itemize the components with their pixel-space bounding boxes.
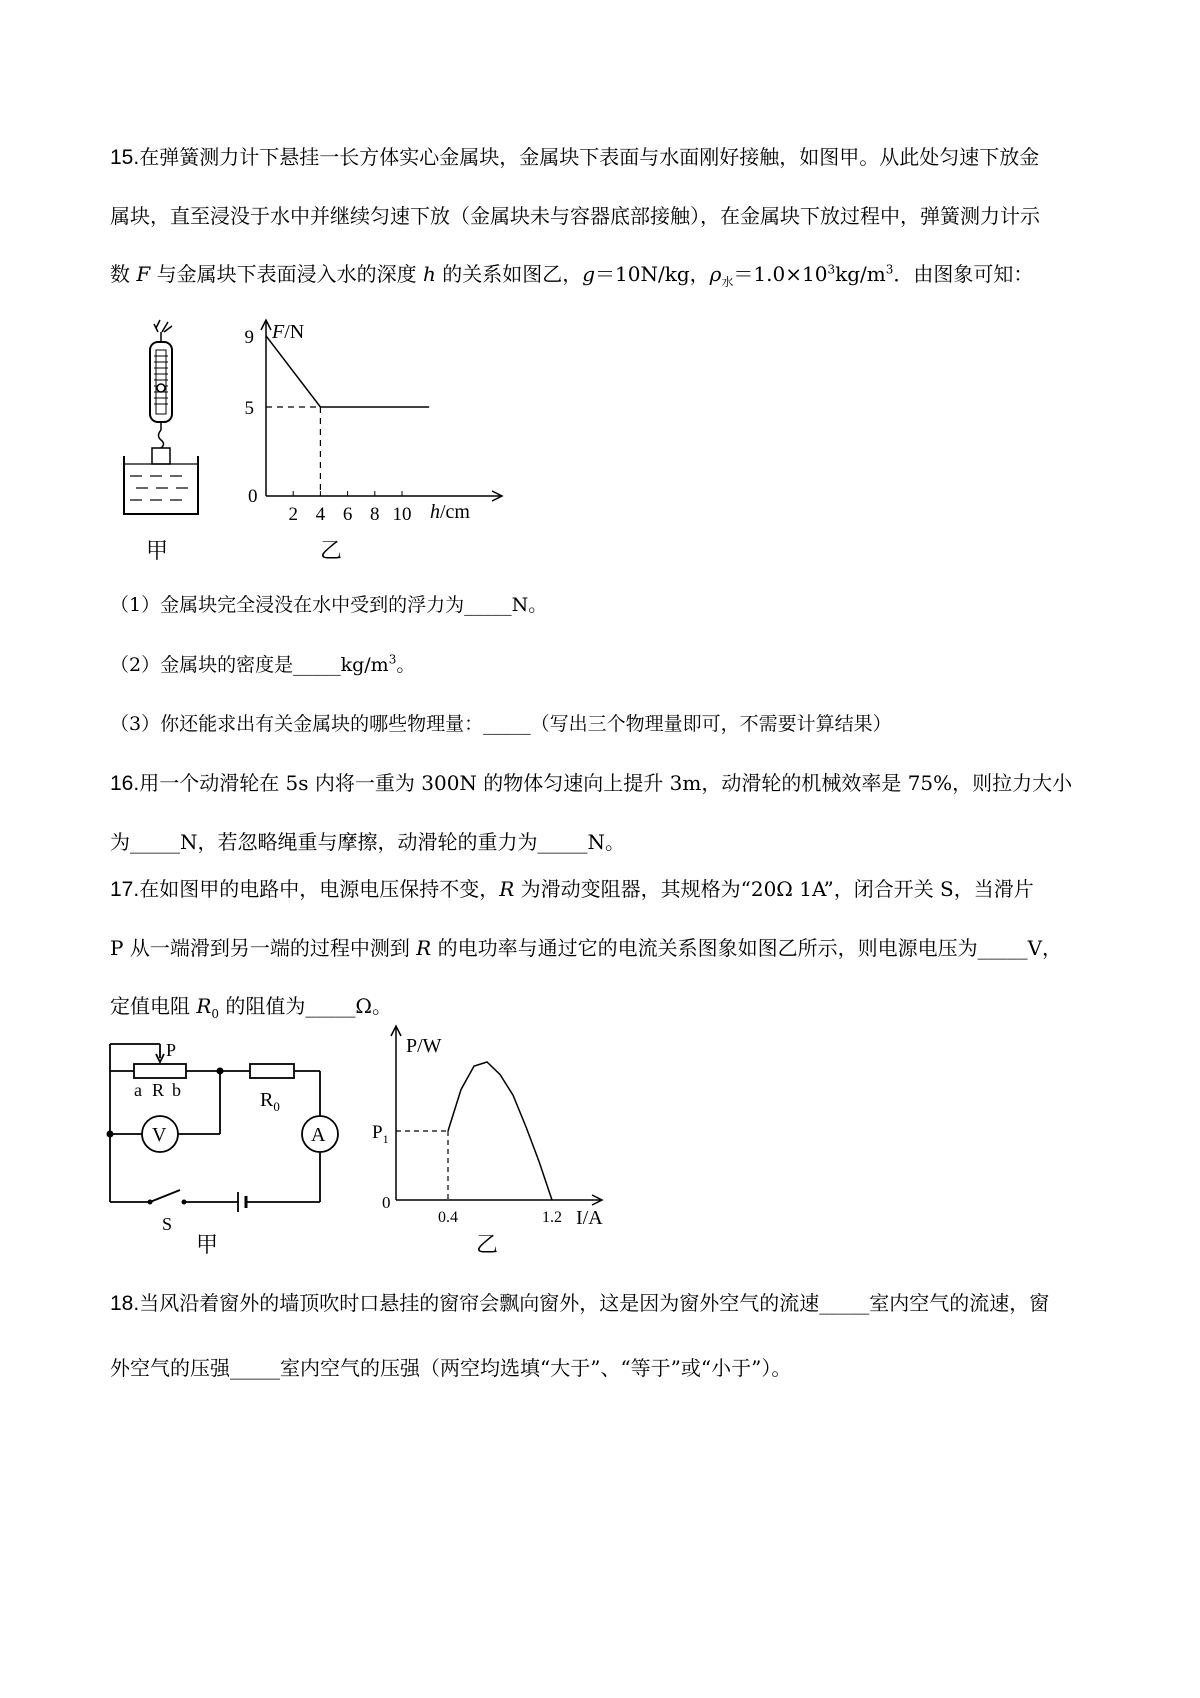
q15-line-1: 15.在弹簧测力计下悬挂一长方体实心金属块，金属块下表面与水面刚好接触，如图甲。从此处匀速下放金 <box>110 145 1040 169</box>
chart2-x-tick-label: 1.2 <box>542 1209 562 1226</box>
chart1-x-tick-label: 2 <box>288 504 298 525</box>
chart1-x-label: h/cm <box>430 501 470 523</box>
q18-line-2: 外空气的压强_____室内空气的压强（两空均选填“大于”、“等于”或“小于”）。 <box>110 1356 792 1380</box>
q18-line-1: 18.当风沿着窗外的墙顶吹时口悬挂的窗帘会飘向窗外，这是因为窗外空气的流速_____室内空气的流速，窗 <box>110 1291 1050 1315</box>
q17-line-1: 17.在如图甲的电路中，电源电压保持不变，R 为滑动变阻器，其规格为“20Ω 1A”，闭合开关 S，当滑片 <box>110 877 1034 901</box>
switch-label: S <box>162 1214 173 1234</box>
chart1-origin: 0 <box>248 486 258 507</box>
q16-number: 16. <box>110 772 140 795</box>
chart1-x-tick-label: 10 <box>392 504 412 525</box>
chart2-origin: 0 <box>382 1193 391 1212</box>
chart1-x-tick-label: 8 <box>370 504 380 525</box>
q17-line-3: 定值电阻 $R_0$ 的阻值为_____Ω。 <box>110 994 393 1021</box>
q15-number: 15. <box>110 146 140 169</box>
chart1-y-tick-label: 9 <box>244 326 254 348</box>
q17-figure-jia-label: 甲 <box>196 1232 219 1257</box>
q15-sub1: （1）金属块完全浸没在水中受到的浮力为_____N。 <box>110 594 548 616</box>
q15-sub2: （2）金属块的密度是$\_\_\_\_\_kg/m^3$。 <box>110 652 416 676</box>
q17-stem <box>110 860 1105 1035</box>
chart1-y-tick-label: 5 <box>244 398 254 419</box>
q17-number: 17. <box>110 878 140 901</box>
voltmeter-label: V <box>152 1124 167 1146</box>
q15-line-3: 数 F 与金属块下表面浸入水的深度 h 的关系如图乙，g＝10N/kg，$\rho_水=1.0\times 10^3kg/m^3$．由图象可知： <box>110 262 1034 289</box>
q15-spring-scale-figure <box>110 318 220 568</box>
chart1-series-line <box>266 336 429 407</box>
q17-power-current-chart <box>370 1022 670 1262</box>
circuit-b-label: b <box>172 1080 181 1100</box>
q15-line-2: 属块，直至浸没于水中并继续匀速下放（金属块未与容器底部接触），在金属块下放过程中，弹簧测力计示 <box>110 204 1040 228</box>
chart2-series-curve <box>448 1062 552 1200</box>
chart1-y-label: F/N <box>272 321 305 343</box>
chart2-y-tick-label: $P_1$ <box>372 1122 389 1146</box>
q16-line-2: 为_____N，若忽略绳重与摩擦，动滑轮的重力为_____N。 <box>110 830 625 854</box>
q15-sub3: （3）你还能求出有关金属块的哪些物理量：_____（写出三个物理量即可，不需要计算结果） <box>110 713 892 735</box>
chart1-x-tick-label: 4 <box>315 504 326 525</box>
chart1-x-tick-label: 6 <box>342 504 353 525</box>
q15-figure-yi-label: 乙 <box>320 538 343 563</box>
circuit-a-label: a <box>134 1080 142 1100</box>
q17-circuit-figure <box>100 1030 360 1260</box>
q15-figure-jia-label: 甲 <box>146 538 169 563</box>
circuit-p-label: P <box>166 1040 177 1060</box>
chart2-x-label: I/A <box>576 1207 603 1229</box>
q18-stem <box>110 1274 1105 1397</box>
circuit-r0-label: $R_0$ <box>260 1089 280 1114</box>
chart2-x-tick-label: 0.4 <box>438 1209 458 1226</box>
q15-force-depth-chart <box>230 318 530 568</box>
q17-figure-yi-label: 乙 <box>476 1232 499 1257</box>
chart2-y-label: P/W <box>406 1035 442 1057</box>
ammeter-label: A <box>311 1124 326 1146</box>
q17-line-2: P 从一端滑到另一端的过程中测到 R 的电功率与通过它的电流关系图象如图乙所示，则电源电压为_____V， <box>110 936 1063 960</box>
q15-stem <box>110 128 1105 303</box>
q16-stem <box>110 754 1105 871</box>
circuit-r-label: R <box>152 1080 165 1100</box>
q18-number: 18. <box>110 1292 140 1315</box>
q16-line-1: 16.用一个动滑轮在 5s 内将一重为 300N 的物体匀速向上提升 3m，动滑轮的机械效率是 75%，则拉力大小 <box>110 771 1073 795</box>
